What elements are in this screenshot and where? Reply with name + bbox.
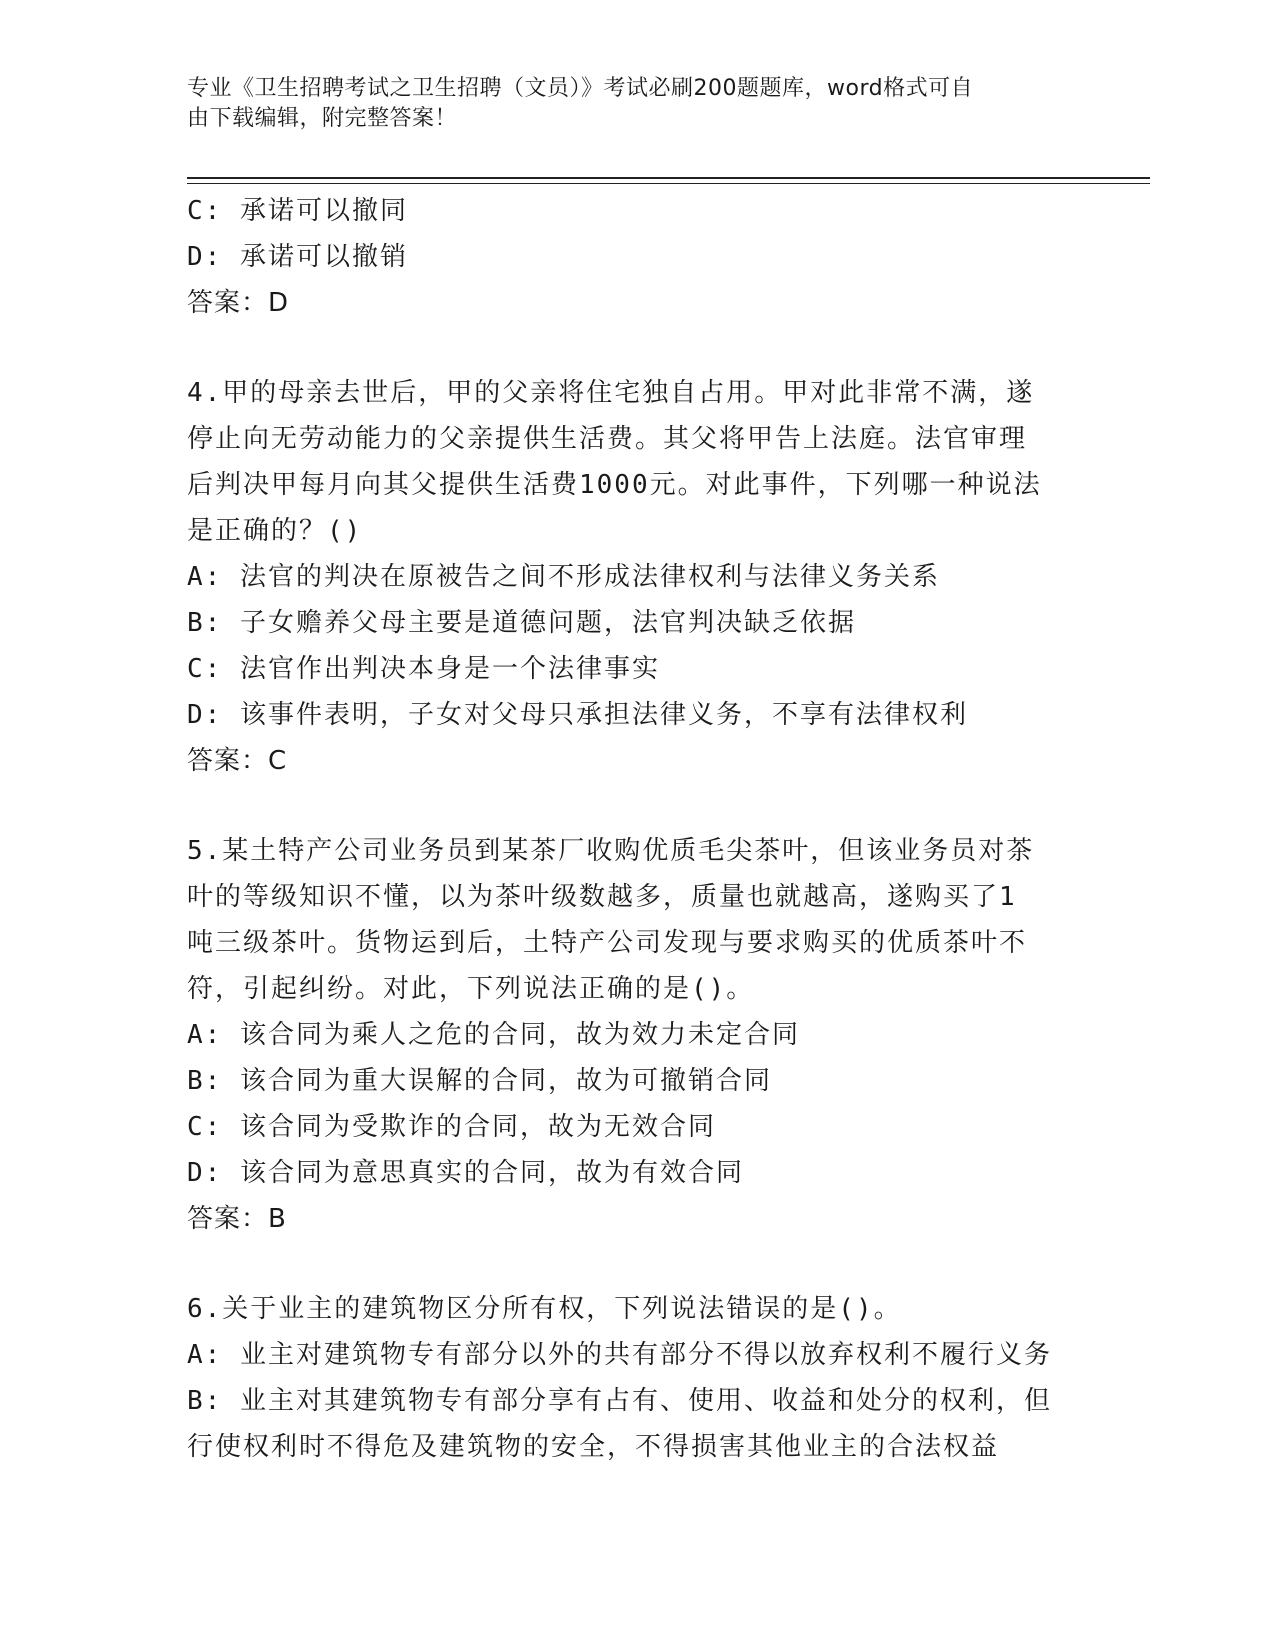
spacer	[187, 1242, 1087, 1286]
header-rule-thin	[187, 183, 1150, 184]
question-stem-line: 是正确的？()	[187, 516, 363, 546]
option-d: D: 该合同为意思真实的合同，故为有效合同	[187, 1158, 744, 1188]
question-stem-line: 后判决甲每月向其父提供生活费1000元。对此事件，下列哪一种说法	[187, 470, 1042, 500]
option-b: B: 该合同为重大误解的合同，故为可撤销合同	[187, 1066, 772, 1096]
header-line-2: 由下载编辑，附完整答案！	[187, 106, 458, 131]
question-stem-line: 叶的等级知识不懂，以为茶叶级数越多，质量也就越高，遂购买了1	[187, 882, 1017, 912]
answer-line: 答案：B	[187, 1204, 287, 1234]
question-stem-line: 6.关于业主的建筑物区分所有权，下列说法错误的是()。	[187, 1294, 902, 1324]
option-b-continued: 行使权利时不得危及建筑物的安全，不得损害其他业主的合法权益	[187, 1432, 1000, 1462]
option-a: A: 该合同为乘人之危的合同，故为效力未定合同	[187, 1020, 800, 1050]
option-d: D: 承诺可以撤销	[187, 242, 408, 272]
option-a: A: 业主对建筑物专有部分以外的共有部分不得以放弃权利不履行义务	[187, 1340, 1052, 1370]
option-c: C: 该合同为受欺诈的合同，故为无效合同	[187, 1112, 716, 1142]
question-block-4	[187, 370, 1087, 784]
question-block-prev	[187, 188, 1087, 326]
question-stem-line: 4.甲的母亲去世后，甲的父亲将住宅独自占用。甲对此非常不满，遂	[187, 378, 1035, 408]
option-b: B: 子女赡养父母主要是道德问题，法官判决缺乏依据	[187, 608, 856, 638]
option-c: C: 法官作出判决本身是一个法律事实	[187, 654, 660, 684]
answer-line: 答案：C	[187, 746, 288, 776]
document-header	[187, 74, 1067, 134]
option-b: B: 业主对其建筑物专有部分享有占有、使用、收益和处分的权利，但	[187, 1386, 1052, 1416]
option-c: C: 承诺可以撤同	[187, 196, 408, 226]
header-line-1: 专业《卫生招聘考试之卫生招聘（文员）》考试必刷200题题库，word格式可自	[187, 76, 974, 101]
question-stem-line: 5.某土特产公司业务员到某茶厂收购优质毛尖茶叶，但该业务员对茶	[187, 836, 1035, 866]
question-list	[187, 188, 1087, 1470]
question-stem-line: 符，引起纠纷。对此，下列说法正确的是()。	[187, 974, 755, 1004]
answer-line: 答案：D	[187, 288, 290, 318]
option-d: D: 该事件表明，子女对父母只承担法律义务，不享有法律权利	[187, 700, 968, 730]
question-block-6	[187, 1286, 1087, 1470]
header-rule-thick	[187, 177, 1150, 179]
spacer	[187, 326, 1087, 370]
option-a: A: 法官的判决在原被告之间不形成法律权利与法律义务关系	[187, 562, 940, 592]
question-block-5	[187, 828, 1087, 1242]
spacer	[187, 784, 1087, 828]
question-stem-line: 停止向无劳动能力的父亲提供生活费。其父将甲告上法庭。法官审理	[187, 424, 1028, 454]
question-stem-line: 吨三级茶叶。货物运到后，土特产公司发现与要求购买的优质茶叶不	[187, 928, 1028, 958]
